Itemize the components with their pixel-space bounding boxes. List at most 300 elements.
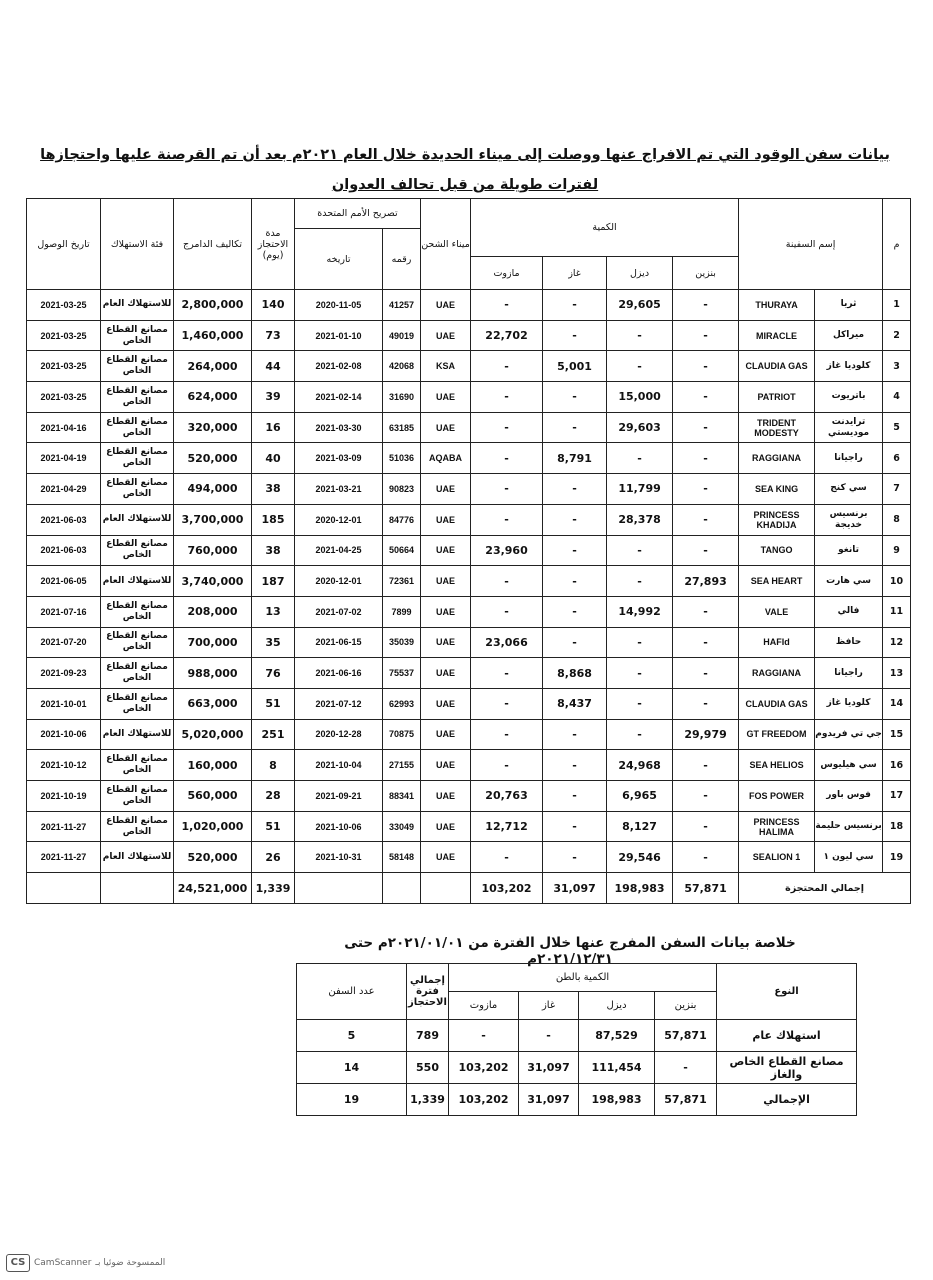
category: مصانع القطاع الخاص	[101, 811, 174, 842]
col-category-header: فئة الاستهلاك	[101, 199, 174, 290]
demurrage-cost: 560,000	[174, 781, 252, 812]
mazut-qty: -	[471, 688, 543, 719]
detention-days: 51	[252, 811, 295, 842]
arrival-date: 2021-07-16	[27, 596, 101, 627]
summary-mazut: 103,202	[449, 1084, 519, 1116]
category: مصانع القطاع الخاص	[101, 627, 174, 658]
ship-name-ar: سي كنج	[815, 474, 883, 505]
mazut-qty: -	[471, 658, 543, 689]
demurrage-cost: 1,020,000	[174, 811, 252, 842]
ship-name-ar: فوس باور	[815, 781, 883, 812]
table-row	[27, 658, 911, 689]
total-mazut: 103,202	[471, 873, 543, 904]
detention-days: 40	[252, 443, 295, 474]
demurrage-cost: 3,740,000	[174, 566, 252, 597]
demurrage-cost: 494,000	[174, 474, 252, 505]
category: مصانع القطاع الخاص	[101, 658, 174, 689]
arrival-date: 2021-03-25	[27, 290, 101, 321]
port: UAE	[421, 811, 471, 842]
petrol-qty: -	[673, 351, 739, 382]
permit-date: 2021-01-10	[295, 320, 383, 351]
permit-number: 51036	[383, 443, 421, 474]
summary-petrol-header: بنزين	[655, 992, 717, 1020]
category: مصانع القطاع الخاص	[101, 750, 174, 781]
gas-qty: -	[543, 535, 607, 566]
arrival-date: 2021-04-29	[27, 474, 101, 505]
total-petrol: 57,871	[673, 873, 739, 904]
permit-number: 33049	[383, 811, 421, 842]
summary-detention-header: إجمالي فترة الاحتجاز	[407, 964, 449, 1020]
table-row	[27, 320, 911, 351]
permit-number: 70875	[383, 719, 421, 750]
ship-name-ar: كلوديا غاز	[815, 351, 883, 382]
summary-type: استهلاك عام	[717, 1020, 857, 1052]
permit-date: 2021-03-09	[295, 443, 383, 474]
summary-gas: -	[519, 1020, 579, 1052]
permit-number: 63185	[383, 412, 421, 443]
category: مصانع القطاع الخاص	[101, 535, 174, 566]
petrol-qty: -	[673, 290, 739, 321]
permit-number: 75537	[383, 658, 421, 689]
totals-row	[27, 873, 911, 904]
detention-days: 28	[252, 781, 295, 812]
port: UAE	[421, 719, 471, 750]
summary-count-header: عدد السفن	[297, 964, 407, 1020]
col-ship-name-header: إسم السفينة	[739, 199, 883, 290]
permit-number: 62993	[383, 688, 421, 719]
permit-number: 58148	[383, 842, 421, 873]
gas-qty: 8,437	[543, 688, 607, 719]
mazut-qty: -	[471, 504, 543, 535]
port: KSA	[421, 351, 471, 382]
ship-name-ar: سي هارت	[815, 566, 883, 597]
port: UAE	[421, 627, 471, 658]
mazut-qty: -	[471, 566, 543, 597]
permit-date: 2020-11-05	[295, 290, 383, 321]
col-port-header: ميناء الشحن	[421, 199, 471, 290]
detention-days: 35	[252, 627, 295, 658]
gas-qty: -	[543, 566, 607, 597]
summary-petrol: -	[655, 1052, 717, 1084]
demurrage-cost: 320,000	[174, 412, 252, 443]
ship-name-en: FOS POWER	[739, 781, 815, 812]
summary-row	[297, 1052, 857, 1084]
mazut-qty: 12,712	[471, 811, 543, 842]
summary-petrol: 57,871	[655, 1020, 717, 1052]
summary-mazut: -	[449, 1020, 519, 1052]
detention-days: 44	[252, 351, 295, 382]
gas-qty: -	[543, 504, 607, 535]
summary-title: خلاصة بيانات السفن المفرج عنها خلال الفترة من ٢٠٢١/٠١/٠١م حتى ٢٠٢١/١٢/٣١م	[344, 935, 796, 967]
gas-qty: -	[543, 596, 607, 627]
petrol-qty: -	[673, 811, 739, 842]
ship-name-ar: فالي	[815, 596, 883, 627]
category: للاستهلاك العام	[101, 290, 174, 321]
demurrage-cost: 520,000	[174, 842, 252, 873]
row-num: 13	[883, 658, 911, 689]
petrol-qty: -	[673, 658, 739, 689]
total-gas: 31,097	[543, 873, 607, 904]
demurrage-cost: 264,000	[174, 351, 252, 382]
ship-name-en: CLAUDIA GAS	[739, 351, 815, 382]
permit-date: 2021-10-06	[295, 811, 383, 842]
ship-name-ar: ترايدنت موديستي	[815, 412, 883, 443]
diesel-qty: 15,000	[607, 382, 673, 413]
gas-qty: -	[543, 811, 607, 842]
table-row	[27, 535, 911, 566]
summary-table	[296, 963, 857, 1116]
col-arrival-header: تاريخ الوصول	[27, 199, 101, 290]
category: مصانع القطاع الخاص	[101, 781, 174, 812]
petrol-qty: -	[673, 382, 739, 413]
demurrage-cost: 520,000	[174, 443, 252, 474]
demurrage-cost: 3,700,000	[174, 504, 252, 535]
mazut-qty: 22,702	[471, 320, 543, 351]
total-diesel: 198,983	[607, 873, 673, 904]
diesel-qty: -	[607, 719, 673, 750]
port: UAE	[421, 750, 471, 781]
ship-name-en: RAGGIANA	[739, 658, 815, 689]
permit-number: 49019	[383, 320, 421, 351]
port: UAE	[421, 382, 471, 413]
gas-qty: -	[543, 320, 607, 351]
category: مصانع القطاع الخاص	[101, 474, 174, 505]
col-petrol-header: بنزين	[673, 257, 739, 290]
detained-ships-table	[26, 198, 911, 904]
ship-name-en: THURAYA	[739, 290, 815, 321]
mazut-qty: -	[471, 382, 543, 413]
gas-qty: -	[543, 627, 607, 658]
arrival-date: 2021-06-03	[27, 535, 101, 566]
port: UAE	[421, 320, 471, 351]
ship-name-ar: برنسيس خديجة	[815, 504, 883, 535]
permit-date: 2021-03-30	[295, 412, 383, 443]
gas-qty: -	[543, 474, 607, 505]
summary-gas-header: غاز	[519, 992, 579, 1020]
petrol-qty: -	[673, 596, 739, 627]
total-cost: 24,521,000	[174, 873, 252, 904]
row-num: 3	[883, 351, 911, 382]
summary-row	[297, 1020, 857, 1052]
mazut-qty: -	[471, 719, 543, 750]
table-row	[27, 688, 911, 719]
detention-days: 187	[252, 566, 295, 597]
diesel-qty: -	[607, 535, 673, 566]
table-row	[27, 627, 911, 658]
arrival-date: 2021-10-19	[27, 781, 101, 812]
permit-number: 27155	[383, 750, 421, 781]
ship-name-en: PATRIOT	[739, 382, 815, 413]
category: مصانع القطاع الخاص	[101, 596, 174, 627]
petrol-qty: -	[673, 750, 739, 781]
gas-qty: -	[543, 719, 607, 750]
row-num: 5	[883, 412, 911, 443]
summary-count: 19	[297, 1084, 407, 1116]
summary-detention: 550	[407, 1052, 449, 1084]
demurrage-cost: 760,000	[174, 535, 252, 566]
row-num: 11	[883, 596, 911, 627]
category: مصانع القطاع الخاص	[101, 412, 174, 443]
petrol-qty: -	[673, 842, 739, 873]
table-row	[27, 351, 911, 382]
category: مصانع القطاع الخاص	[101, 320, 174, 351]
col-num-header: م	[883, 199, 911, 290]
port: UAE	[421, 842, 471, 873]
row-num: 14	[883, 688, 911, 719]
arrival-date: 2021-06-05	[27, 566, 101, 597]
demurrage-cost: 700,000	[174, 627, 252, 658]
document-title: بيانات سفن الوقود التي تم الافراج عنها ووصلت إلى ميناء الحديدة خلال العام ٢٠٢١م بعد أن تم القرصنة عليها واحتجازها لفترات طويلة من قبل تحالف العدوان	[40, 147, 890, 193]
petrol-qty: -	[673, 474, 739, 505]
ship-name-en: PRINCESS HALIMA	[739, 811, 815, 842]
col-mazut-header: مازوت	[471, 257, 543, 290]
gas-qty: -	[543, 412, 607, 443]
permit-date: 2021-10-31	[295, 842, 383, 873]
demurrage-cost: 663,000	[174, 688, 252, 719]
detention-days: 26	[252, 842, 295, 873]
total-days: 1,339	[252, 873, 295, 904]
port: UAE	[421, 412, 471, 443]
diesel-qty: 29,605	[607, 290, 673, 321]
scanner-watermark	[6, 1254, 165, 1272]
total-category-empty	[101, 873, 174, 904]
summary-mazut-header: مازوت	[449, 992, 519, 1020]
detention-days: 76	[252, 658, 295, 689]
row-num: 18	[883, 811, 911, 842]
row-num: 17	[883, 781, 911, 812]
ship-name-en: RAGGIANA	[739, 443, 815, 474]
demurrage-cost: 2,800,000	[174, 290, 252, 321]
port: UAE	[421, 596, 471, 627]
gas-qty: -	[543, 290, 607, 321]
table-row	[27, 781, 911, 812]
petrol-qty: -	[673, 535, 739, 566]
ship-name-en: CLAUDIA GAS	[739, 688, 815, 719]
arrival-date: 2021-07-20	[27, 627, 101, 658]
diesel-qty: -	[607, 443, 673, 474]
gas-qty: -	[543, 842, 607, 873]
arrival-date: 2021-04-19	[27, 443, 101, 474]
ship-name-ar: راجيانا	[815, 658, 883, 689]
col-permit-date-header: تاريخه	[295, 229, 383, 290]
mazut-qty: -	[471, 351, 543, 382]
ship-name-ar: راجيانا	[815, 443, 883, 474]
detention-days: 140	[252, 290, 295, 321]
table-row	[27, 443, 911, 474]
category: للاستهلاك العام	[101, 566, 174, 597]
summary-diesel: 87,529	[579, 1020, 655, 1052]
ship-name-en: HAFId	[739, 627, 815, 658]
ship-name-ar: باتريوت	[815, 382, 883, 413]
permit-number: 88341	[383, 781, 421, 812]
summary-diesel: 198,983	[579, 1084, 655, 1116]
demurrage-cost: 988,000	[174, 658, 252, 689]
summary-row	[297, 1084, 857, 1116]
mazut-qty: -	[471, 596, 543, 627]
mazut-qty: -	[471, 443, 543, 474]
mazut-qty: 23,066	[471, 627, 543, 658]
row-num: 16	[883, 750, 911, 781]
col-gas-header: غاز	[543, 257, 607, 290]
summary-detention: 789	[407, 1020, 449, 1052]
detention-days: 39	[252, 382, 295, 413]
summary-detention: 1,339	[407, 1084, 449, 1116]
row-num: 9	[883, 535, 911, 566]
permit-date: 2020-12-28	[295, 719, 383, 750]
petrol-qty: -	[673, 504, 739, 535]
row-num: 7	[883, 474, 911, 505]
ship-name-ar: ثريا	[815, 290, 883, 321]
petrol-qty: -	[673, 320, 739, 351]
ship-name-ar: تانغو	[815, 535, 883, 566]
diesel-qty: 6,965	[607, 781, 673, 812]
gas-qty: -	[543, 382, 607, 413]
row-num: 10	[883, 566, 911, 597]
mazut-qty: -	[471, 750, 543, 781]
permit-date: 2020-12-01	[295, 504, 383, 535]
permit-date: 2021-09-21	[295, 781, 383, 812]
mazut-qty: -	[471, 474, 543, 505]
mazut-qty: -	[471, 842, 543, 873]
col-days-header: مدة الاحتجاز (يوم)	[252, 199, 295, 290]
gas-qty: 5,001	[543, 351, 607, 382]
ship-name-ar: ميراكل	[815, 320, 883, 351]
port: UAE	[421, 781, 471, 812]
diesel-qty: 8,127	[607, 811, 673, 842]
ship-name-en: TRIDENT MODESTY	[739, 412, 815, 443]
permit-date: 2021-02-08	[295, 351, 383, 382]
summary-diesel-header: ديزل	[579, 992, 655, 1020]
table-row	[27, 596, 911, 627]
arrival-date: 2021-09-23	[27, 658, 101, 689]
row-num: 2	[883, 320, 911, 351]
summary-type: مصانع القطاع الخاص والغاز	[717, 1052, 857, 1084]
ship-name-ar: سي ليون ١	[815, 842, 883, 873]
arrival-date: 2021-11-27	[27, 842, 101, 873]
arrival-date: 2021-10-06	[27, 719, 101, 750]
diesel-qty: 29,603	[607, 412, 673, 443]
mazut-qty: -	[471, 290, 543, 321]
table-row	[27, 504, 911, 535]
detention-days: 51	[252, 688, 295, 719]
ship-name-en: TANGO	[739, 535, 815, 566]
table-row	[27, 290, 911, 321]
petrol-qty: 27,893	[673, 566, 739, 597]
category: مصانع القطاع الخاص	[101, 382, 174, 413]
category: مصانع القطاع الخاص	[101, 443, 174, 474]
scanned-with-label: الممسوحة ضوئيا بـ	[95, 1258, 166, 1268]
ship-name-en: VALE	[739, 596, 815, 627]
permit-date: 2021-03-21	[295, 474, 383, 505]
gas-qty: 8,868	[543, 658, 607, 689]
ship-name-en: SEA KING	[739, 474, 815, 505]
permit-number: 50664	[383, 535, 421, 566]
permit-date: 2021-07-02	[295, 596, 383, 627]
gas-qty: 8,791	[543, 443, 607, 474]
diesel-qty: 14,992	[607, 596, 673, 627]
demurrage-cost: 624,000	[174, 382, 252, 413]
demurrage-cost: 5,020,000	[174, 719, 252, 750]
port: UAE	[421, 566, 471, 597]
col-permit-number-header: رقمه	[383, 229, 421, 290]
permit-number: 31690	[383, 382, 421, 413]
demurrage-cost: 1,460,000	[174, 320, 252, 351]
diesel-qty: 29,546	[607, 842, 673, 873]
detention-days: 185	[252, 504, 295, 535]
arrival-date: 2021-11-27	[27, 811, 101, 842]
table-row	[27, 474, 911, 505]
category: مصانع القطاع الخاص	[101, 688, 174, 719]
row-num: 8	[883, 504, 911, 535]
permit-date: 2021-06-16	[295, 658, 383, 689]
detention-days: 251	[252, 719, 295, 750]
total-port-empty	[421, 873, 471, 904]
category: مصانع القطاع الخاص	[101, 351, 174, 382]
demurrage-cost: 160,000	[174, 750, 252, 781]
gas-qty: -	[543, 781, 607, 812]
summary-quantity-header: الكمية بالطن	[449, 964, 717, 992]
row-num: 15	[883, 719, 911, 750]
summary-count: 14	[297, 1052, 407, 1084]
row-num: 1	[883, 290, 911, 321]
total-permit-date-empty	[295, 873, 383, 904]
row-num: 19	[883, 842, 911, 873]
table-row	[27, 842, 911, 873]
col-quantity-header: الكمية	[471, 199, 739, 257]
diesel-qty: -	[607, 627, 673, 658]
table-row	[27, 719, 911, 750]
ship-name-ar: برنسيس حليمة	[815, 811, 883, 842]
summary-type: الإجمالي	[717, 1084, 857, 1116]
arrival-date: 2021-10-12	[27, 750, 101, 781]
ship-name-en: PRINCESS KHADIJA	[739, 504, 815, 535]
diesel-qty: 28,378	[607, 504, 673, 535]
petrol-qty: -	[673, 781, 739, 812]
port: UAE	[421, 504, 471, 535]
col-un-permit-header: تصريح الأمم المتحدة	[295, 199, 421, 229]
mazut-qty: 23,960	[471, 535, 543, 566]
diesel-qty: 11,799	[607, 474, 673, 505]
table-row	[27, 750, 911, 781]
detention-days: 38	[252, 535, 295, 566]
table-row	[27, 382, 911, 413]
row-num: 6	[883, 443, 911, 474]
permit-date: 2021-07-12	[295, 688, 383, 719]
permit-number: 42068	[383, 351, 421, 382]
port: UAE	[421, 474, 471, 505]
port: UAE	[421, 535, 471, 566]
demurrage-cost: 208,000	[174, 596, 252, 627]
total-arrival-empty	[27, 873, 101, 904]
camscanner-label: CamScanner	[34, 1258, 92, 1268]
petrol-qty: -	[673, 412, 739, 443]
ship-name-en: MIRACLE	[739, 320, 815, 351]
category: للاستهلاك العام	[101, 504, 174, 535]
permit-date: 2021-10-04	[295, 750, 383, 781]
diesel-qty: -	[607, 320, 673, 351]
permit-number: 7899	[383, 596, 421, 627]
summary-type-header: النوع	[717, 964, 857, 1020]
gas-qty: -	[543, 750, 607, 781]
col-diesel-header: ديزل	[607, 257, 673, 290]
arrival-date: 2021-04-16	[27, 412, 101, 443]
camscanner-logo-icon: CS	[6, 1254, 30, 1272]
port: UAE	[421, 290, 471, 321]
ship-name-ar: سي هيليوس	[815, 750, 883, 781]
arrival-date: 2021-03-25	[27, 382, 101, 413]
permit-date: 2021-02-14	[295, 382, 383, 413]
permit-number: 90823	[383, 474, 421, 505]
